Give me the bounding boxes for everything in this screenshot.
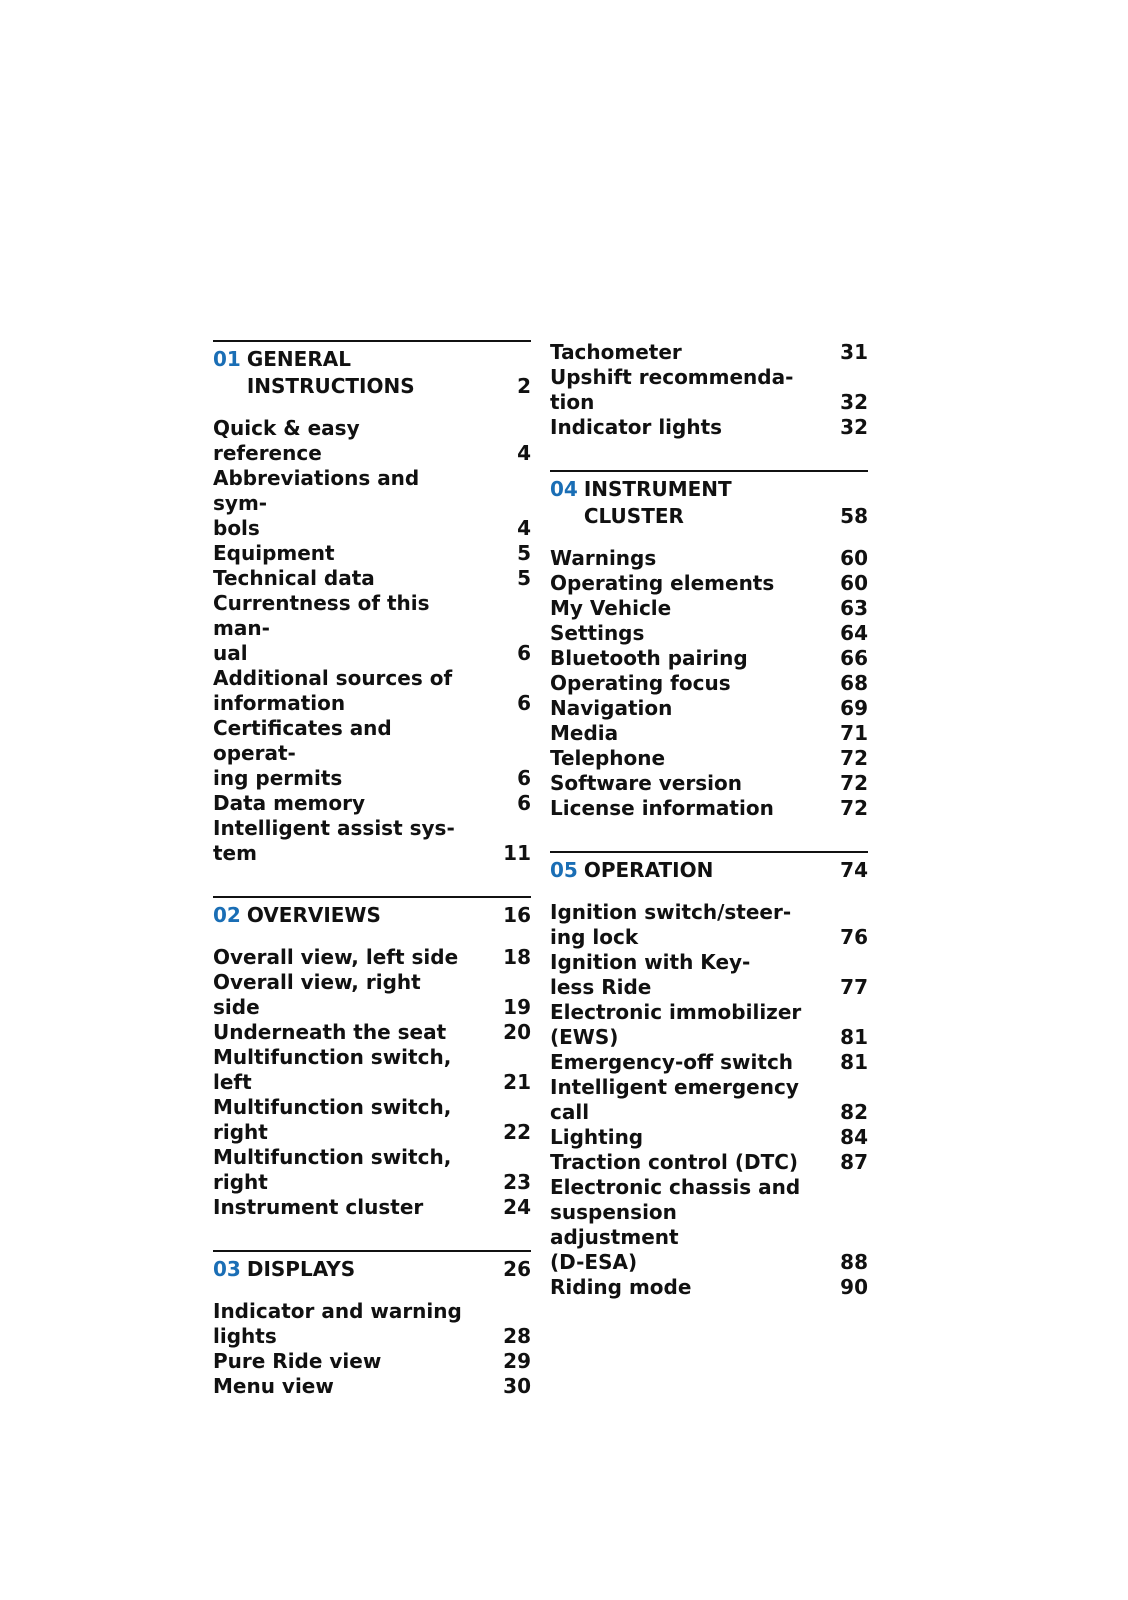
toc-entry-page: 66	[840, 646, 868, 670]
chapter-page: 26	[503, 1257, 531, 1281]
toc-entry-page: 29	[503, 1349, 531, 1373]
chapter-heading-text	[213, 1256, 491, 1283]
toc-entry[interactable]	[550, 900, 868, 950]
toc-entry-label: Overall view, right side	[213, 970, 421, 1019]
toc-entry-page: 6	[517, 766, 531, 790]
toc-entry-page: 5	[517, 566, 531, 590]
toc-entry-label: Instrument cluster	[213, 1195, 424, 1219]
toc-entry-page: 81	[840, 1050, 868, 1074]
chapter-heading-text	[213, 346, 491, 400]
toc-entry[interactable]	[213, 1045, 531, 1095]
chapter-heading[interactable]	[550, 857, 868, 884]
toc-entry-page: 31	[840, 340, 868, 364]
toc-entry[interactable]	[550, 1050, 868, 1075]
toc-entry-page: 11	[503, 841, 531, 865]
toc-entry-page: 77	[840, 975, 868, 999]
chapter-title: OPERATION	[583, 858, 714, 882]
toc-entry-page: 4	[517, 516, 531, 540]
toc-entry-label: Electronic immobilizer (EWS)	[550, 1000, 802, 1049]
toc-section	[213, 1250, 531, 1399]
toc-entry-page: 24	[503, 1195, 531, 1219]
toc-entry[interactable]	[213, 1095, 531, 1145]
toc-entry-page: 84	[840, 1125, 868, 1149]
chapter-page: 74	[840, 858, 868, 882]
toc-entry[interactable]	[550, 340, 868, 365]
toc-entry-label: Riding mode	[550, 1275, 692, 1299]
toc-entry-page: 28	[503, 1324, 531, 1348]
toc-entry-page: 88	[840, 1250, 868, 1274]
toc-entry-page: 81	[840, 1025, 868, 1049]
toc-entry-label: Abbreviations and sym- bols	[213, 466, 420, 540]
toc-entry-label: My Vehicle	[550, 596, 672, 620]
chapter-title: GENERAL INSTRUCTIONS	[246, 347, 415, 398]
toc-entry-label: Pure Ride view	[213, 1349, 382, 1373]
toc-entry-label: Additional sources of information	[213, 666, 453, 715]
toc-entry[interactable]	[213, 970, 531, 1020]
toc-entry[interactable]	[550, 596, 868, 621]
toc-entry[interactable]	[550, 771, 868, 796]
toc-entry[interactable]	[213, 1349, 531, 1374]
chapter-heading-text	[213, 902, 491, 929]
toc-entry[interactable]	[213, 945, 531, 970]
toc-entry-page: 72	[840, 771, 868, 795]
toc-entry[interactable]	[550, 571, 868, 596]
toc-entry[interactable]	[550, 365, 868, 415]
toc-entry-page: 90	[840, 1275, 868, 1299]
chapter-entries	[213, 945, 531, 1220]
chapter-number: 04	[550, 477, 578, 501]
toc-entry[interactable]	[550, 546, 868, 571]
toc-entry-label: Electronic chassis and suspension adjustment (D-ESA)	[550, 1175, 801, 1274]
toc-entry-page: 22	[503, 1120, 531, 1144]
chapter-entries	[213, 1299, 531, 1399]
toc-entry-label: Overall view, left side	[213, 945, 459, 969]
toc-entry-label: Software version	[550, 771, 742, 795]
toc-entry[interactable]	[550, 1075, 868, 1125]
chapter-number: 03	[213, 1257, 241, 1281]
chapter-title: OVERVIEWS	[246, 903, 381, 927]
toc-entry-page: 71	[840, 721, 868, 745]
toc-entry[interactable]	[213, 541, 531, 566]
toc-entry[interactable]	[550, 1275, 868, 1300]
toc-entry-page: 76	[840, 925, 868, 949]
toc-right-column	[550, 340, 868, 1300]
toc-entry-page: 18	[503, 945, 531, 969]
toc-entry[interactable]	[550, 1125, 868, 1150]
chapter-heading[interactable]	[213, 346, 531, 400]
toc-entry-page: 87	[840, 1150, 868, 1174]
toc-entry-label: Quick & easy reference	[213, 416, 360, 465]
toc-entry-label: Underneath the seat	[213, 1020, 447, 1044]
toc-entry-label: Navigation	[550, 696, 673, 720]
toc-entry-label: Data memory	[213, 791, 366, 815]
chapter-entries	[550, 546, 868, 821]
chapter-heading[interactable]	[213, 902, 531, 929]
toc-entry[interactable]	[550, 950, 868, 1000]
toc-entry-page: 5	[517, 541, 531, 565]
toc-entry-label: Operating elements	[550, 571, 775, 595]
toc-entry-label: Settings	[550, 621, 645, 645]
toc-entry-page: 82	[840, 1100, 868, 1124]
chapter-entries	[550, 900, 868, 1300]
chapter-number: 01	[213, 347, 241, 371]
toc-section	[550, 851, 868, 1300]
chapter-heading-text	[550, 857, 828, 884]
toc-entry-page: 68	[840, 671, 868, 695]
toc-entry-label: Upshift recommenda- tion	[550, 365, 794, 414]
toc-entry-page: 4	[517, 441, 531, 465]
toc-entry[interactable]	[550, 1150, 868, 1175]
toc-entry-label: Multifunction switch, right	[213, 1095, 452, 1144]
toc-entry[interactable]	[213, 416, 531, 466]
toc-entry[interactable]	[213, 816, 531, 866]
toc-entry-label: Emergency-off switch	[550, 1050, 794, 1074]
toc-entry-page: 63	[840, 596, 868, 620]
toc-entry[interactable]	[550, 1175, 868, 1275]
toc-entry-label: Ignition with Key- less Ride	[550, 950, 751, 999]
toc-entry-label: Currentness of this man- ual	[213, 591, 430, 665]
toc-entry-label: Multifunction switch, left	[213, 1045, 452, 1094]
toc-entry[interactable]	[550, 1000, 868, 1050]
chapter-page: 16	[503, 903, 531, 927]
toc-entry[interactable]	[213, 716, 531, 791]
toc-entry[interactable]	[550, 721, 868, 746]
toc-entry-label: Menu view	[213, 1374, 334, 1398]
toc-entry[interactable]	[550, 696, 868, 721]
toc-entry[interactable]	[550, 646, 868, 671]
toc-entry[interactable]	[550, 621, 868, 646]
toc-entry-label: Intelligent emergency call	[550, 1075, 799, 1124]
toc-entry-page: 30	[503, 1374, 531, 1398]
toc-entry-page: 21	[503, 1070, 531, 1094]
chapter-heading[interactable]	[213, 1256, 531, 1283]
chapter-title: INSTRUMENT CLUSTER	[583, 477, 732, 528]
toc-entry-page: 32	[840, 390, 868, 414]
toc-entry[interactable]	[213, 591, 531, 666]
toc-entry-label: Indicator lights	[550, 415, 723, 439]
toc-entry-label: Traction control (DTC)	[550, 1150, 799, 1174]
toc-entry[interactable]	[213, 666, 531, 716]
toc-section	[550, 470, 868, 821]
chapter-page: 2	[517, 374, 531, 398]
toc-entry-page: 20	[503, 1020, 531, 1044]
toc-entry[interactable]	[550, 415, 868, 440]
toc-entry-page: 72	[840, 796, 868, 820]
toc-entry-label: Ignition switch/steer- ing lock	[550, 900, 792, 949]
toc-entry[interactable]	[213, 566, 531, 591]
toc-entry[interactable]	[213, 1195, 531, 1220]
toc-entry-label: Operating focus	[550, 671, 731, 695]
chapter-page: 58	[840, 504, 868, 528]
toc-entry-page: 60	[840, 546, 868, 570]
toc-entry[interactable]	[213, 1374, 531, 1399]
toc-entry-page: 6	[517, 641, 531, 665]
toc-entry-label: Lighting	[550, 1125, 644, 1149]
chapter-heading[interactable]	[550, 476, 868, 530]
toc-entry-label: Media	[550, 721, 619, 745]
toc-entry-label: License information	[550, 796, 774, 820]
chapter-title: DISPLAYS	[246, 1257, 356, 1281]
toc-entry-label: Intelligent assist sys- tem	[213, 816, 455, 865]
toc-entry-label: Equipment	[213, 541, 335, 565]
toc-entry[interactable]	[213, 1020, 531, 1045]
continued-entries	[550, 340, 868, 440]
toc-entry[interactable]	[550, 746, 868, 771]
toc-entry-page: 69	[840, 696, 868, 720]
toc-entry-label: Indicator and warning lights	[213, 1299, 462, 1348]
toc-entry-page: 19	[503, 995, 531, 1019]
toc-entry[interactable]	[213, 466, 531, 541]
toc-entry[interactable]	[550, 796, 868, 821]
toc-entry-page: 64	[840, 621, 868, 645]
toc-entry-page: 23	[503, 1170, 531, 1194]
chapter-entries	[213, 416, 531, 866]
toc-entry-page: 6	[517, 791, 531, 815]
toc-entry[interactable]	[213, 1145, 531, 1195]
toc-entry-label: Certificates and operat- ing permits	[213, 716, 392, 790]
toc-entry[interactable]	[213, 1299, 531, 1349]
toc-entry-label: Multifunction switch, right	[213, 1145, 452, 1194]
chapter-number: 02	[213, 903, 241, 927]
toc-entry-page: 32	[840, 415, 868, 439]
toc-entry-label: Telephone	[550, 746, 666, 770]
toc-section	[213, 896, 531, 1220]
toc-entry-label: Warnings	[550, 546, 657, 570]
toc-section	[213, 340, 531, 866]
toc-entry-page: 6	[517, 691, 531, 715]
chapter-heading-text	[550, 476, 828, 530]
toc-entry[interactable]	[213, 791, 531, 816]
toc-left-column	[213, 340, 531, 1399]
toc-entry-label: Technical data	[213, 566, 375, 590]
toc-entry-label: Bluetooth pairing	[550, 646, 748, 670]
toc-entry[interactable]	[550, 671, 868, 696]
toc-entry-page: 72	[840, 746, 868, 770]
toc-entry-label: Tachometer	[550, 340, 682, 364]
chapter-number: 05	[550, 858, 578, 882]
toc-entry-page: 60	[840, 571, 868, 595]
